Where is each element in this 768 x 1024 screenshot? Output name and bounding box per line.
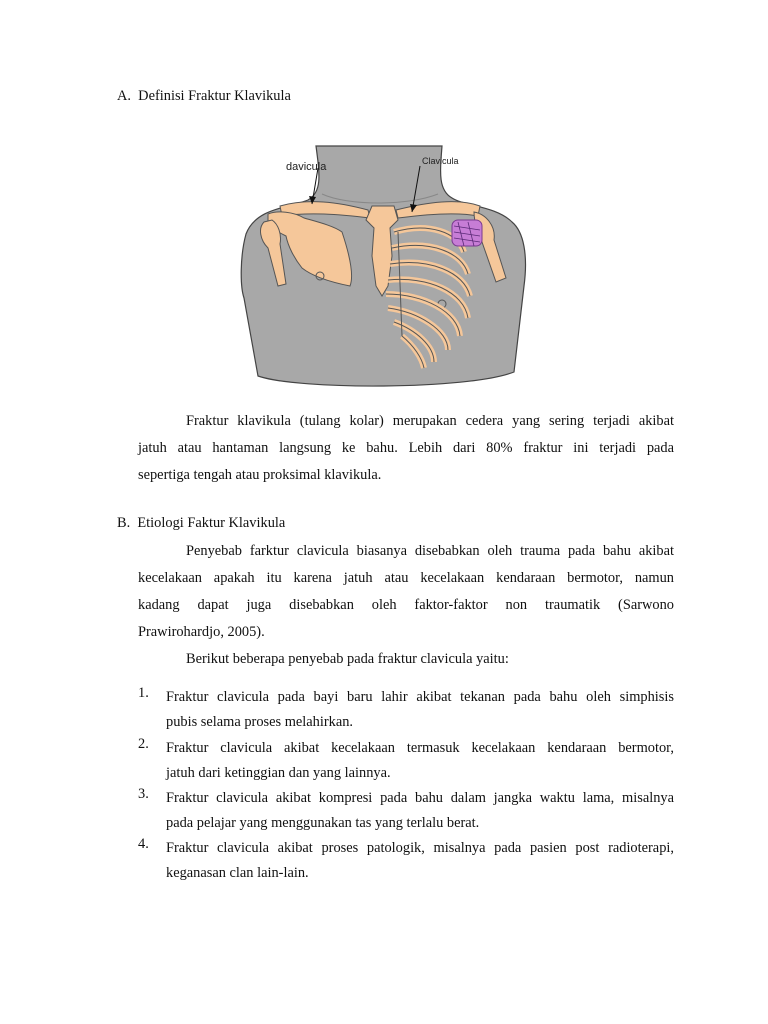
paragraph-line: sepertiga tengah atau proksimal klavikula.	[138, 467, 382, 483]
section-a-paragraph	[138, 408, 674, 489]
figure-label-right: Clavicula	[422, 156, 459, 166]
list-line: jatuh dari ketinggian dan yang lainnya.	[166, 765, 391, 781]
figure-label-left: davicula	[286, 161, 327, 173]
list-intro: Berikut beberapa penyebab pada fraktur clavicula yaitu:	[186, 651, 509, 667]
fracture-highlight	[452, 220, 482, 246]
paragraph-line: jatuh atau hantaman langsung ke bahu. Lebih dari 80% fraktur ini terjadi pada	[138, 440, 674, 456]
section-a-heading: A. Definisi Fraktur Klavikula	[117, 88, 291, 104]
list-number: 2.	[138, 736, 149, 752]
paragraph-line: Fraktur klavikula (tulang kolar) merupakan cedera yang sering terjadi akibat	[186, 413, 674, 429]
paragraph-line: Penyebab farktur clavicula biasanya disebabkan oleh trauma pada bahu akibat	[186, 543, 674, 559]
paragraph-line: kecelakaan apakah itu karena jatuh atau kecelakaan kendaraan bermotor, namun	[138, 570, 674, 586]
list-line: Fraktur clavicula akibat kompresi pada bahu dalam jangka waktu lama, misalnya	[166, 790, 674, 806]
list-line: Fraktur clavicula akibat kecelakaan termasuk kecelakaan kendaraan bermotor,	[166, 740, 674, 756]
list-line: Fraktur clavicula akibat proses patologik, misalnya pada pasien post radioterapi,	[166, 840, 674, 856]
list-number: 1.	[138, 685, 149, 701]
clavicle-anatomy-figure	[238, 136, 530, 390]
list-line: Fraktur clavicula pada bayi baru lahir akibat tekanan pada bahu oleh simphisis	[166, 689, 674, 705]
section-b-paragraph	[138, 538, 674, 673]
list-line: pada pelajar yang menggunakan tas yang terlalu berat.	[166, 815, 480, 831]
paragraph-line: Prawirohardjo, 2005).	[138, 624, 265, 640]
list-number: 4.	[138, 836, 149, 852]
section-b-heading: B. Etiologi Faktur Klavikula	[117, 515, 286, 531]
list-number: 3.	[138, 786, 149, 802]
list-line: pubis selama proses melahirkan.	[166, 714, 354, 730]
paragraph-line: kadang dapat juga disebabkan oleh faktor-faktor non traumatik (Sarwono	[138, 597, 674, 613]
list-line: keganasan clan lain-lain.	[166, 865, 309, 881]
